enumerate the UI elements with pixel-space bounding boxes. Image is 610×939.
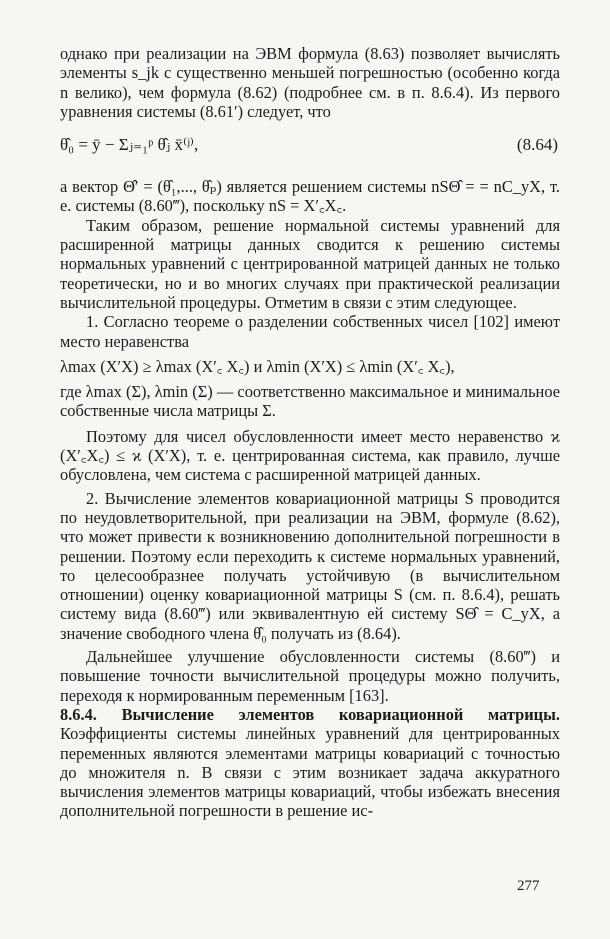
paragraph-intro: однако при реализации на ЭВМ формула (8.63) позволяет вычислять элементы s_jk с существенно меньшей погрешностью (особенно когда n велико), чем формула (8.62) (подробнее см. в п. 8.6.4). Из первого уравнения системы (8.61′) следует, что: [60, 44, 560, 121]
paragraph-vector: а вектор Θ̂′ = (θ̂₁,..., θ̂ₚ) является решением системы nSΘ̂ = = nC_yX, т. е. системы (8.60‴), поскольку nS = X′꜀X꜀.: [60, 177, 560, 216]
section-heading: 8.6.4. Вычисление элементов ковариационной матрицы.: [60, 704, 560, 724]
paragraph-conclusion: Таким образом, решение нормальной системы уравнений для расширенной матрицы данных сводится к решению системы нормальных уравнений с центрированной матрицей данных не только теоретически, но и во многих случаях при практической реализации вычислительной процедуры. Отметим в связи с этим следующее.: [60, 215, 560, 312]
paragraph-normalized: Дальнейшее улучшение обусловленности системы (8.60‴) и повышение точности вычислительной процедуры можно получить, переходя к нормированным переменным [163].: [60, 647, 560, 705]
equation-8-64: [60, 135, 560, 155]
paragraph-conditioning: Поэтому для чисел обусловленности имеет место неравенство ϰ (X′꜀X꜀) ≤ ϰ (X′X), т. е. центрированная система, как правило, лучше обусловлена, чем система с расширенной матрицей данных.: [60, 426, 560, 485]
section-8-6-4: [60, 705, 560, 821]
paragraph-covariance: 2. Вычисление элементов ковариационной матрицы S проводится по неудовлетворительной, при реализации на ЭВМ, формуле (8.62), что может привести к возникновению дополнительной погрешности в решении. Поэтому если переходить к системе нормальных уравнений, то целесообразнее получать устойчивую (в вычислительном отношении) оценку ковариационной матрицы S (см. п. 8.6.4), решать систему вида (8.60‴) или эквивалентную ей систему SΘ̂ = C_yX, а значение свободного члена θ̂₀ получать из (8.64).: [60, 488, 560, 643]
inequality-eigenvalues: λmax (X′X) ≥ λmax (X′꜀ X꜀) и λmin (X′X) ≤ λmin (X′꜀ X꜀),: [60, 356, 455, 376]
paragraph-theorem: 1. Согласно теореме о разделении собственных чисел [102] имеют место неравенства: [60, 312, 560, 351]
paragraph-eigen-def: где λmax (Σ), λmin (Σ) — соответственно максимальное и минимальное собственные числа матрицы Σ.: [60, 382, 560, 421]
section-body: Коэффициенты системы линейных уравнений для центрированных переменных являются элементами матрицы ковариаций с точностью до множителя n. В связи с этим возникает задача аккуратного вычисления элементов матрицы ковариаций, чтобы избежать внесения дополнительной погрешности в решение ис-: [60, 724, 560, 821]
equation-number: (8.64): [516, 135, 558, 155]
page-number: 277: [517, 878, 540, 894]
equation-body: θ̂₀ = ȳ − Σⱼ₌₁ᵖ θ̂ⱼ x̄⁽ʲ⁾,: [60, 135, 199, 155]
